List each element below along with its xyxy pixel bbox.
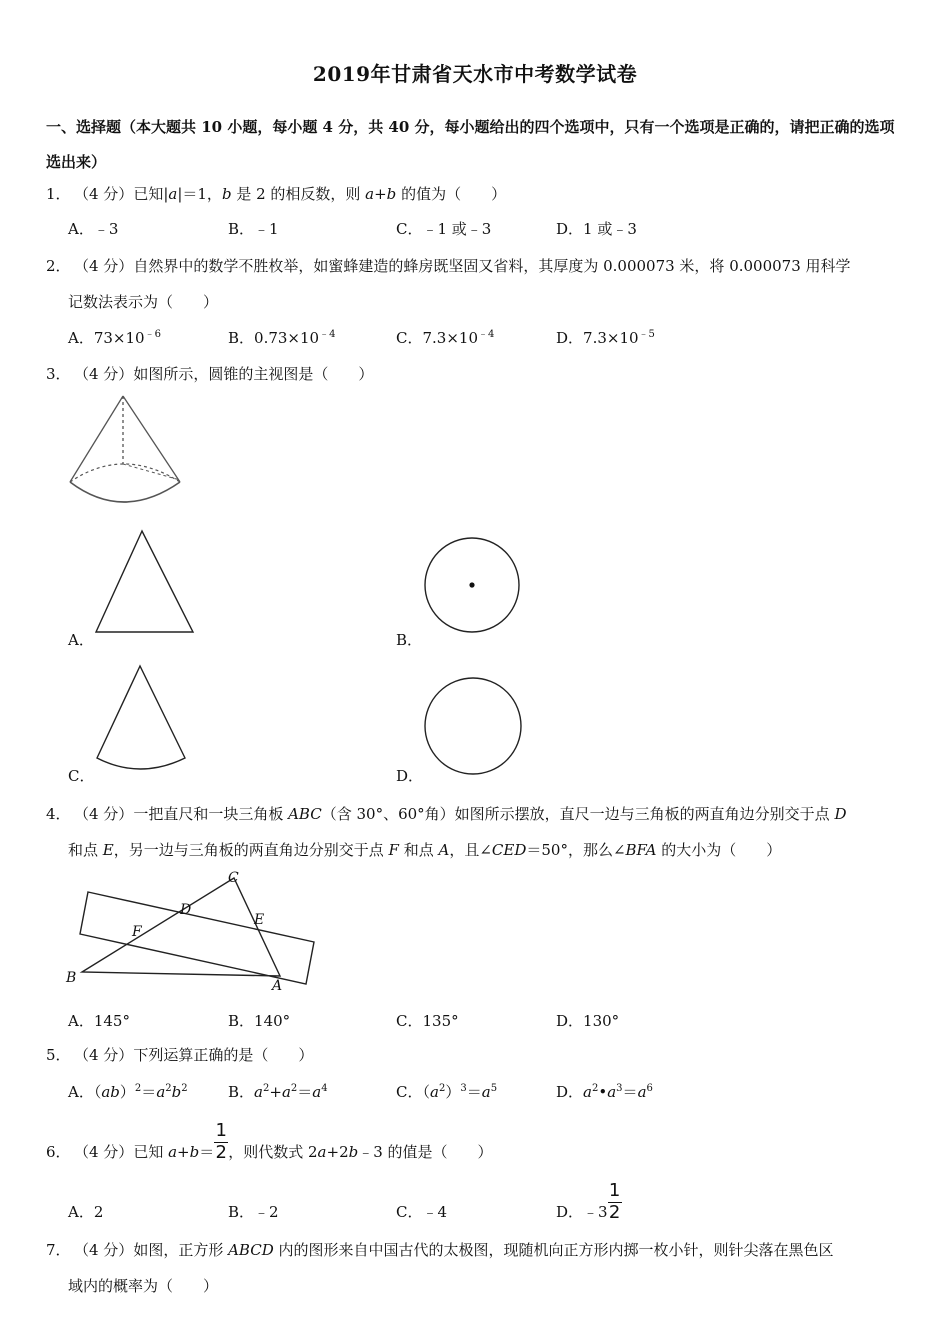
ruler-triangle-figure xyxy=(62,866,322,996)
q2-option-d[interactable]: D．$7.3\times 10^{﹣5}$ xyxy=(556,329,655,347)
label-b: B xyxy=(66,970,77,986)
q4-option-b[interactable]: B．140° xyxy=(228,1012,291,1030)
q6-option-b[interactable]: B．﹣2 xyxy=(228,1203,279,1221)
ruler xyxy=(80,892,314,984)
q5-option-b[interactable]: B．$a^2+a^2=a^4$ xyxy=(228,1083,328,1101)
fraction-one-half: $\frac{1}{2}$ xyxy=(608,1180,621,1223)
q1-option-a[interactable]: A．﹣3 xyxy=(68,220,119,238)
question-5: 5． （4 分）下列运算正确的是（ ） xyxy=(46,1046,314,1064)
triangle-abc xyxy=(82,878,280,976)
question-number: 5． xyxy=(46,1046,71,1064)
question-number: 4． xyxy=(46,805,71,823)
q5-option-d[interactable]: D．$a^2•a^3=a^6$ xyxy=(556,1083,653,1101)
label-a: A xyxy=(272,978,283,994)
question-number: 2． xyxy=(46,257,71,275)
fraction-one-half: $\frac{1}{2}$ xyxy=(215,1120,227,1163)
q1-option-d[interactable]: D．1 或﹣3 xyxy=(556,220,637,238)
question-4-continued: 和点 E，另一边与三角板的两直角边分别交于点 F 和点 A，且∠CED＝50°，那么∠BFA 的大小为（ ） xyxy=(68,841,782,859)
question-1: 1． （4 分）已知|a|＝1，b 是 2 的相反数，则 a+b 的值为（ ） xyxy=(46,185,507,203)
q6-option-d[interactable]: D．﹣3 $\frac{1}{2}$ xyxy=(556,1180,621,1223)
q4-option-c[interactable]: C．135° xyxy=(396,1012,459,1030)
question-2-continued: 记数法表示为（ ） xyxy=(68,293,219,311)
q3-option-b[interactable]: B． xyxy=(396,631,423,649)
q3-option-a-triangle xyxy=(90,526,200,638)
question-7: 7． （4 分）如图，正方形 ABCD 内的图形来自中国古代的太极图，现随机向正方形内掷一枚小针，则针尖落在黑色区 xyxy=(46,1241,834,1259)
cone-base-front xyxy=(70,482,180,502)
question-score: （4 分） xyxy=(74,1241,134,1259)
q3-option-d[interactable]: D． xyxy=(396,767,424,785)
q3-option-d-circle xyxy=(420,674,526,778)
label-d: D xyxy=(180,902,192,918)
cone-left-edge xyxy=(70,396,123,482)
question-score: （4 分） xyxy=(74,1143,134,1161)
q1-option-b[interactable]: B．﹣1 xyxy=(228,220,279,238)
q5-option-c[interactable]: C．$(a^2)^3=a^5$ xyxy=(396,1083,498,1101)
q4-option-d[interactable]: D．130° xyxy=(556,1012,620,1030)
label-e: E xyxy=(254,912,265,928)
q3-option-c-sector xyxy=(90,662,200,774)
cone-base-back xyxy=(70,464,180,482)
label-f: F xyxy=(132,924,142,940)
question-number: 6． xyxy=(46,1143,71,1161)
question-score: （4 分） xyxy=(74,257,134,275)
q3-option-b-circle-dot xyxy=(420,534,524,638)
q3-option-c[interactable]: C． xyxy=(68,767,95,785)
question-score: （4 分） xyxy=(74,805,134,823)
q1-option-c[interactable]: C．﹣1 或﹣3 xyxy=(396,220,492,238)
question-number: 3． xyxy=(46,365,71,383)
question-number: 7． xyxy=(46,1241,71,1259)
cone-right-edge xyxy=(123,396,180,482)
q6-option-a[interactable]: A．2 xyxy=(68,1203,104,1221)
question-number: 1． xyxy=(46,185,71,203)
q2-option-a[interactable]: A．$73\times 10^{﹣6}$ xyxy=(68,329,161,347)
question-score: （4 分） xyxy=(74,185,134,203)
section-heading: 一、选择题（本大题共 10 小题，每小题 4 分，共 40 分，每小题给出的四个选项中，只有一个选项是正确的，请把正确的选项选出来） xyxy=(46,118,895,171)
q6-option-c[interactable]: C．﹣4 xyxy=(396,1203,448,1221)
page-title: 2019年甘肃省天水市中考数学试卷 xyxy=(312,62,638,86)
question-score: （4 分） xyxy=(74,1046,134,1064)
cone-radius-dashed xyxy=(123,464,180,480)
label-c: C xyxy=(228,870,239,886)
q2-option-b[interactable]: B．$0.73\times 10^{﹣4}$ xyxy=(228,329,336,347)
q4-option-a[interactable]: A．145° xyxy=(68,1012,130,1030)
question-6: 6． （4 分）已知 a+b＝ $\frac{1}{2}$ ，则代数式 2a+2b﹣3 的值是（ ） xyxy=(46,1120,493,1163)
question-4: 4． （4 分）一把直尺和一块三角板 ABC（含 30°、60°角）如图所示摆放，直尺一边与三角板的两直角边分别交于点 D xyxy=(46,805,847,823)
q5-option-a[interactable]: A．$(ab)^2=a^2b^2$ xyxy=(68,1083,188,1101)
q2-option-c[interactable]: C．$7.3\times 10^{﹣4}$ xyxy=(396,329,495,347)
question-2: 2． （4 分）自然界中的数学不胜枚举，如蜜蜂建造的蜂房既坚固又省料，其厚度为 0.000073 米，将 0.000073 用科学 xyxy=(46,257,851,275)
q3-option-a[interactable]: A． xyxy=(68,631,94,649)
question-7-continued: 域内的概率为（ ） xyxy=(68,1277,219,1295)
question-3: 3． （4 分）如图所示，圆锥的主视图是（ ） xyxy=(46,365,374,383)
question-score: （4 分） xyxy=(74,365,134,383)
cone-figure xyxy=(60,390,190,512)
